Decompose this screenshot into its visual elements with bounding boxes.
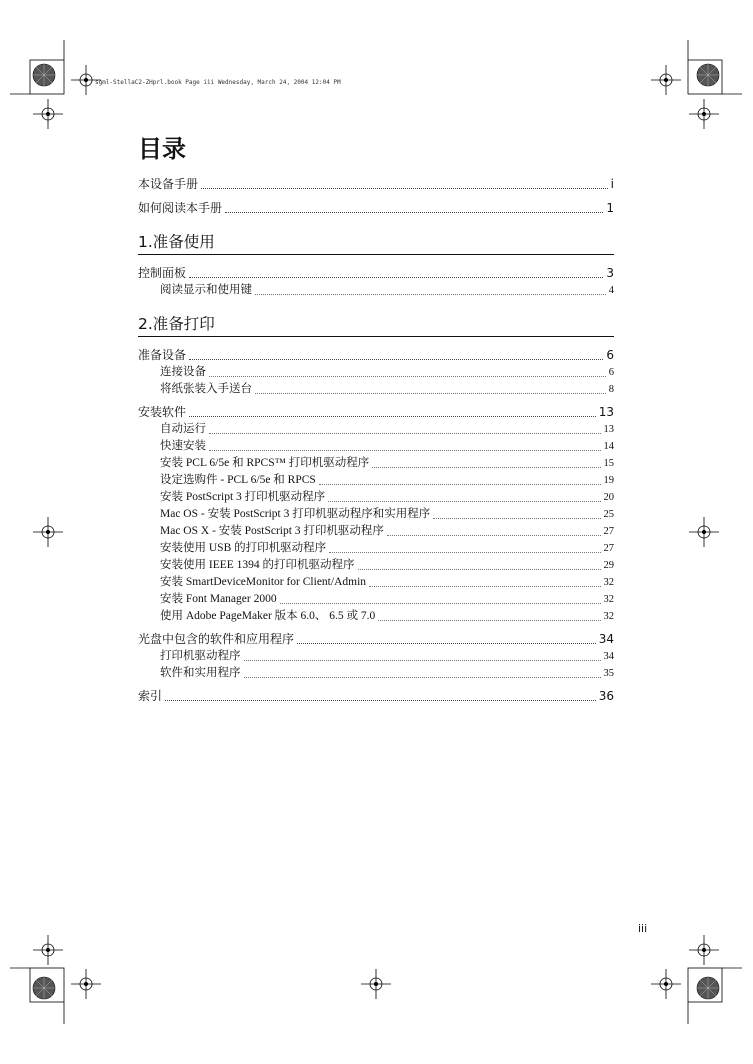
toc-section[interactable]: 准备设备 6 [138,348,614,362]
toc-item[interactable]: 安装 PostScript 3 打印机驱动程序 20 [160,491,614,503]
crosshair-icon [71,969,101,999]
crosshair-icon [33,935,63,965]
toc-item[interactable]: 连接设备 6 [160,366,614,378]
toc-item[interactable]: 阅读显示和使用键 4 [160,284,614,296]
toc-item[interactable]: 软件和实用程序 35 [160,667,614,679]
star-target-icon [33,977,55,999]
crosshair-icon [689,517,719,547]
toc-item[interactable]: 安装 Font Manager 2000 32 [160,593,614,605]
crosshair-icon [71,65,101,95]
toc-entry-how-to-read[interactable]: 如何阅读本手册 1 [138,201,614,215]
crosshair-icon [361,969,391,999]
star-target-icon [697,977,719,999]
chapter-heading: 1.准备使用 [138,231,614,255]
crosshair-icon [651,969,681,999]
page-title: 目录 [138,135,186,163]
table-of-contents [138,176,614,705]
toc-section[interactable]: 控制面板 3 [138,266,614,280]
toc-item[interactable]: 安装使用 IEEE 1394 的打印机驱动程序 29 [160,559,614,571]
crosshair-icon [689,935,719,965]
toc-section[interactable]: 安装软件 13 [138,405,614,419]
crosshair-icon [33,517,63,547]
toc-item[interactable]: 使用 Adobe PageMaker 版本 6.0、 6.5 或 7.0 32 [160,610,614,622]
print-slug: sgml-StellaC2-ZHprl.book Page iii Wednesday, March 24, 2004 12:04 PM [95,79,341,86]
page-number: iii [638,922,648,935]
toc-section[interactable]: 光盘中包含的软件和应用程序 34 [138,632,614,646]
star-target-icon [697,64,719,86]
toc-entry-manual[interactable]: 本设备手册 i [138,177,614,191]
toc-item[interactable]: Mac OS - 安装 PostScript 3 打印机驱动程序和实用程序 25 [160,508,614,520]
toc-item[interactable]: Mac OS X - 安装 PostScript 3 打印机驱动程序 27 [160,525,614,537]
toc-item[interactable]: 安装 SmartDeviceMonitor for Client/Admin 32 [160,576,614,588]
star-target-icon [33,64,55,86]
toc-item[interactable]: 安装 PCL 6/5e 和 RPCS™ 打印机驱动程序 15 [160,457,614,469]
toc-section-index[interactable]: 索引 36 [138,689,614,703]
toc-item[interactable]: 将纸张装入手送台 8 [160,383,614,395]
toc-item[interactable]: 安装使用 USB 的打印机驱动程序 27 [160,542,614,554]
chapter-heading: 2.准备打印 [138,313,614,337]
crosshair-icon [33,99,63,129]
toc-item[interactable]: 自动运行 13 [160,423,614,435]
toc-item[interactable]: 快速安装 14 [160,440,614,452]
toc-item[interactable]: 设定选购件 - PCL 6/5e 和 RPCS 19 [160,474,614,486]
crosshair-icon [651,65,681,95]
crosshair-icon [689,99,719,129]
toc-item[interactable]: 打印机驱动程序 34 [160,650,614,662]
